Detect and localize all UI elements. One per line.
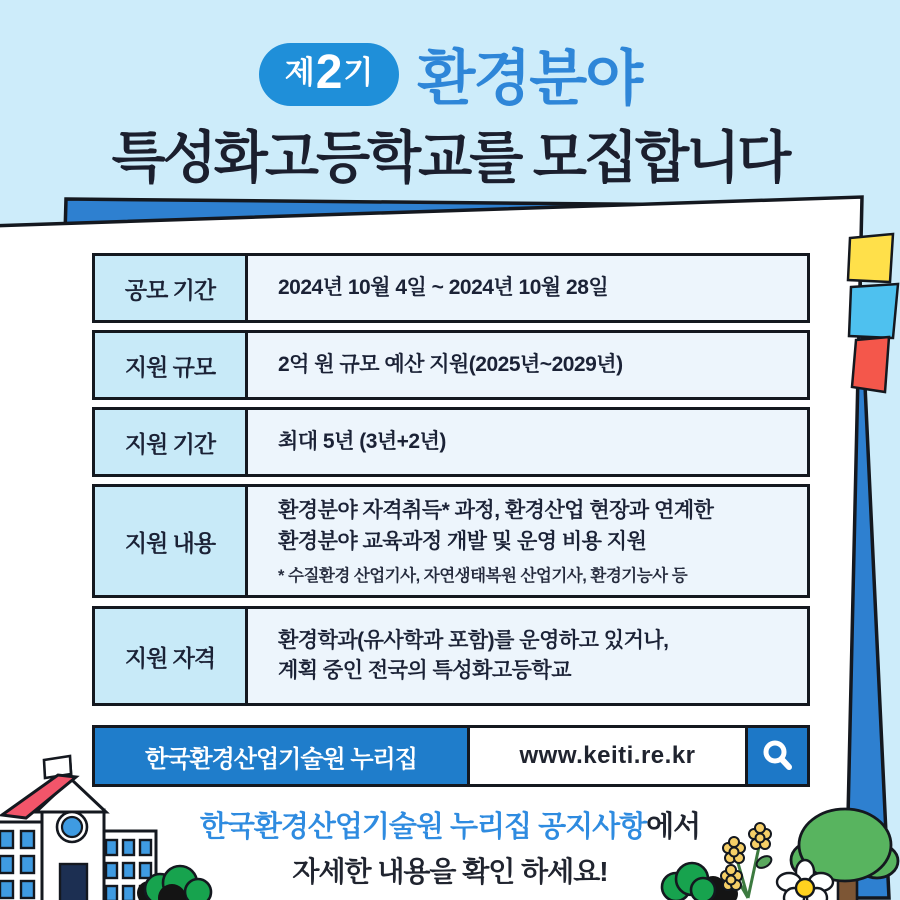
site-name-button[interactable]: 한국환경산업기술원 누리집 — [95, 728, 470, 784]
row-value-line: 2억 원 규모 예산 지원(2025년~2029년) — [278, 352, 623, 376]
title-accent: 환경분야 — [417, 45, 642, 112]
row-label: 지원 기간 — [95, 410, 248, 474]
row-value — [248, 256, 807, 320]
notice-accent: 한국환경산업기술원 누리집 공지사항 — [199, 811, 647, 843]
site-search-bar — [92, 725, 810, 787]
url-input[interactable]: www.keiti.re.kr — [470, 728, 748, 784]
row-value — [248, 333, 807, 397]
notice-text — [0, 804, 900, 890]
row-label: 지원 자격 — [95, 609, 248, 703]
page-title: 특성화고등학교를 모집합니다 — [111, 126, 789, 189]
notice-line2: 자세한 내용을 확인 하세요! — [292, 856, 608, 887]
row-label: 지원 내용 — [95, 487, 248, 595]
cohort-badge — [259, 43, 400, 106]
table-row-application-period — [92, 253, 810, 323]
badge-prefix: 제 — [284, 55, 315, 90]
poster-header — [0, 38, 900, 194]
row-value-line: 2024년 10월 4일 ~ 2024년 10월 28일 — [278, 275, 609, 299]
row-label: 공모 기간 — [95, 256, 248, 320]
table-row-support-scale — [92, 330, 810, 400]
table-row-support-period — [92, 407, 810, 477]
search-icon — [760, 738, 796, 774]
row-value-footnote: * 수질환경 산업기사, 자연생태복원 산업기사, 환경기능사 등 — [278, 566, 688, 585]
table-row-support-content — [92, 484, 810, 598]
table-row-eligibility — [92, 606, 810, 706]
row-value — [248, 487, 807, 595]
row-value-line: 최대 5년 (3년+2년) — [278, 429, 446, 453]
search-button[interactable] — [748, 728, 807, 784]
row-value-line: 환경분야 교육과정 개발 및 운영 비용 지원 — [278, 529, 647, 553]
row-value — [248, 410, 807, 474]
notice-suffix: 에서 — [646, 811, 701, 843]
row-value-line: 계획 중인 전국의 특성화고등학교 — [278, 659, 572, 682]
row-value-line: 환경학과(유사학과 포함)를 운영하고 있거나, — [278, 628, 669, 652]
row-label: 지원 규모 — [95, 333, 248, 397]
badge-suffix: 기 — [343, 55, 374, 90]
notice-line1 — [0, 804, 900, 845]
badge-number: 2 — [315, 45, 343, 99]
row-value-line: 환경분야 자격취득* 과정, 환경산업 현장과 연계한 — [278, 499, 714, 523]
row-value — [248, 609, 807, 703]
